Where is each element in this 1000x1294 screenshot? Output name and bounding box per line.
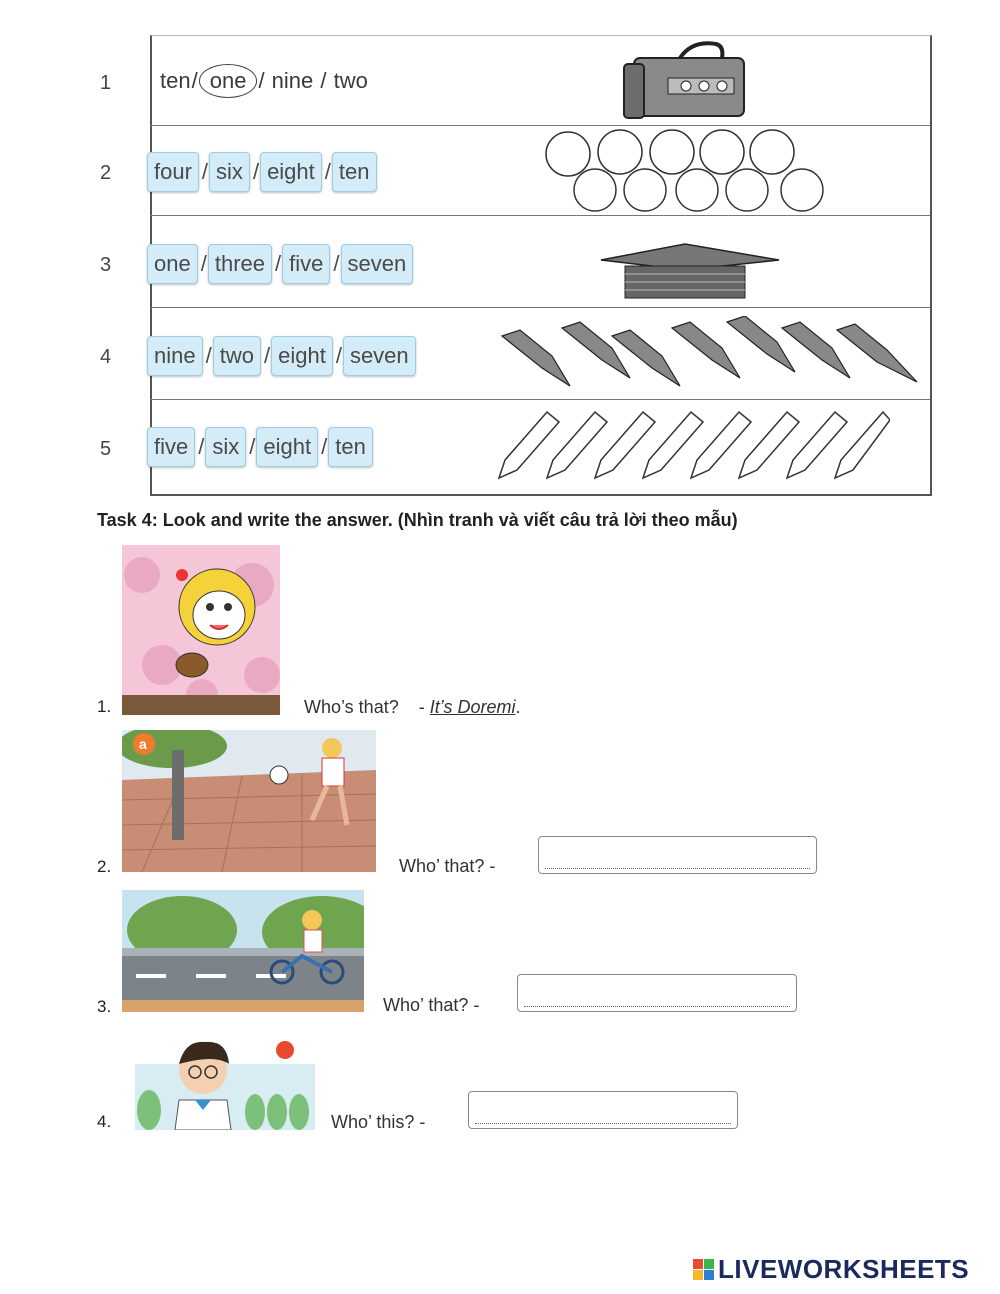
logo-mark-icon <box>693 1259 714 1280</box>
row-number: 3 <box>100 254 112 276</box>
item-number: 2. <box>97 857 112 876</box>
option-chip[interactable]: nine <box>147 336 203 376</box>
option-chip[interactable]: seven <box>341 244 414 284</box>
option-chip[interactable]: eight <box>271 336 333 376</box>
item-question: Who’ that? - <box>399 856 496 876</box>
option-chip[interactable]: seven <box>343 336 416 376</box>
row-divider <box>150 399 930 400</box>
boy-picture <box>135 1034 315 1130</box>
row-2-options: four / six / eight / ten <box>147 152 379 192</box>
girl-cycling-picture <box>122 890 364 1012</box>
schoolbag-icon <box>620 40 760 120</box>
option-chip[interactable]: six <box>209 152 250 192</box>
question-text: Who’s that? <box>304 697 399 717</box>
option-chip[interactable]: eight <box>256 427 318 467</box>
row-number: 4 <box>100 346 112 368</box>
dash: - <box>418 697 425 717</box>
option-ten: ten <box>160 68 191 93</box>
row-5-options: five / six / eight / ten <box>147 427 375 467</box>
girl-kicking-ball-picture <box>122 730 376 872</box>
option-one-circled: one <box>199 64 258 98</box>
apples-icon <box>540 128 830 214</box>
row-divider <box>150 125 930 126</box>
item-question <box>304 697 520 718</box>
row-number: 2 <box>100 162 112 184</box>
option-chip[interactable]: five <box>147 427 195 467</box>
row-4-options: nine / two / eight / seven <box>147 336 418 376</box>
option-chip[interactable]: eight <box>260 152 322 192</box>
item-question: Who’ this? - <box>331 1112 426 1132</box>
row-1-options: ten / one / nine / two <box>160 64 368 98</box>
option-chip[interactable]: one <box>147 244 198 284</box>
item-number: 3. <box>97 997 112 1016</box>
item-question: Who’ that? - <box>383 995 480 1015</box>
books-icon <box>595 236 785 302</box>
option-nine: nine <box>271 68 314 93</box>
sample-answer: It’s Doremi <box>429 697 516 717</box>
option-two: two <box>333 68 368 93</box>
option-chip[interactable]: five <box>282 244 330 284</box>
doremi-picture <box>122 545 280 715</box>
period: . <box>515 697 521 717</box>
row-number: 1 <box>100 72 112 94</box>
picture-badge: a <box>139 736 147 752</box>
item-number: 4. <box>97 1112 112 1131</box>
row-divider <box>150 307 930 308</box>
birds-icon <box>492 316 922 396</box>
option-chip[interactable]: four <box>147 152 199 192</box>
option-chip[interactable]: six <box>205 427 246 467</box>
answer-input-3[interactable] <box>517 974 797 1012</box>
pencils-icon <box>495 404 890 484</box>
task4-title: Task 4: Look and write the answer. (Nhìn tranh và viết câu trả lời theo mẫu) <box>97 510 738 530</box>
option-chip[interactable]: ten <box>332 152 377 192</box>
answer-input-4[interactable] <box>468 1091 738 1129</box>
row-3-options: one / three / five / seven <box>147 244 415 284</box>
row-number: 5 <box>100 438 112 460</box>
row-divider <box>150 215 930 216</box>
option-chip[interactable]: three <box>208 244 272 284</box>
liveworksheets-logo <box>693 1254 969 1285</box>
logo-text: LIVEWORKSHEETS <box>718 1254 970 1284</box>
answer-input-2[interactable] <box>538 836 817 874</box>
option-chip[interactable]: ten <box>328 427 373 467</box>
item-number: 1. <box>97 697 112 716</box>
option-chip[interactable]: two <box>213 336 261 376</box>
